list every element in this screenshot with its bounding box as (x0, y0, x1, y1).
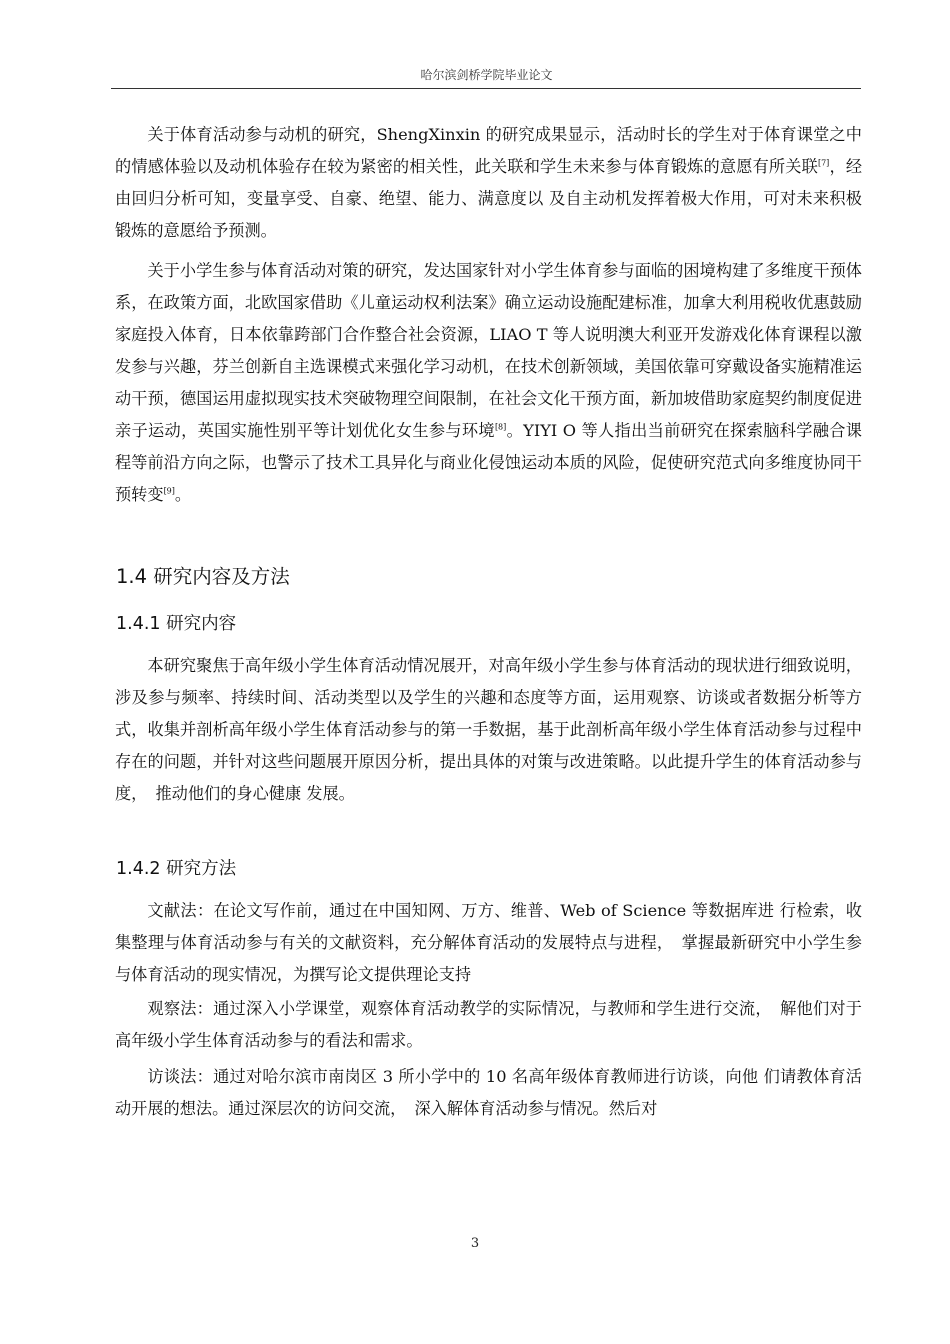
paragraph-motivation-research: 关于体育活动参与动机的研究，ShengXinxin 的研究成果显示，活动时长的学生对于体育课堂之中的情感体验以及动机体验存在较为紧密的相关性，此关联和学生未来参与体育锻炼的意愿有所关联[7]，经由回归分析可知，变量享受、自豪、绝望、能力、满意度以 及自主动机发挥着极大作用，可对未来积极锻炼的意愿给予预测。 (115, 125, 863, 240)
paragraph-interview-method: 访谈法：通过对哈尔滨市南岗区 3 所小学中的 10 名高年级体育教师进行访谈，向他 们请教体育活动开展的想法。通过深层次的访问交流， 深入解体育活动参与情况。然后对 (115, 1067, 862, 1118)
subsection-heading-1-4-2: 1.4.2 研究方法 (116, 859, 237, 879)
paragraph-countermeasure-research: 关于小学生参与体育活动对策的研究，发达国家针对小学生体育参与面临的困境构建了多维度干预体系，在政策方面，北欧国家借助《儿童运动权利法案》确立运动设施配建标准，加拿大利用税收优惠鼓励家庭投入体育，日本依靠跨部门合作整合社会资源，LIAO T 等人说明澳大利亚开发游戏化体育课程以激发参与兴趣，芬兰创新自主选课模式来强化学习动机，在技术创新领域，美国依靠可穿戴设备实施精准运动干预，德国运用虚拟现实技术突破物理空间限制，在社会文化干预方面，新加坡借助家庭契约制度促进亲子运动，英国实施性别平等计划优化女生参与环境[8]。YIYI O 等人指出当前研究在探索脑科学融合课程等前沿方向之际，也警示了技术工具异化与商业化侵蚀运动本质的风险，促使研究范式向多维度协同干预转变[9]。 (115, 261, 862, 504)
citation-8: [8] (494, 422, 507, 432)
page-header-title: 哈尔滨剑桥学院毕业论文 (420, 68, 553, 82)
paragraph-research-content: 本研究聚焦于高年级小学生体育活动情况展开，对高年级小学生参与体育活动的现状进行细致说明，涉及参与频率、持续时间、活动类型以及学生的兴趣和态度等方面，运用观察、访谈或者数据分析等方式，收集并剖析高年级小学生体育活动参与的第一手数据，基于此剖析高年级小学生体育活动参与过程中存在的问题，并针对这些问题展开原因分析，提出具体的对策与改进策略。以此提升学生的体育活动参与度， 推动他们的身心健康 发展。 (115, 656, 862, 803)
page-number: 3 (470, 1236, 480, 1251)
citation-7: [7] (817, 158, 830, 168)
paragraph-literature-method: 文献法：在论文写作前，通过在中国知网、万方、维普、Web of Science 等数据库进 行检索，收集整理与体育活动参与有关的文献资料，充分解体育活动的发展特点与进程， 掌握最新研究中小学生参与体育活动的现实情况，为撰写论文提供理论支持 (115, 901, 862, 984)
subsection-heading-1-4-1: 1.4.1 研究内容 (116, 614, 237, 634)
header-divider (111, 88, 861, 89)
paragraph-observation-method: 观察法：通过深入小学课堂，观察体育活动教学的实际情况，与教师和学生进行交流， 解他们对于高年级小学生体育活动参与的看法和需求。 (115, 999, 862, 1050)
section-heading-1-4: 1.4 研究内容及方法 (116, 565, 290, 588)
citation-9: [9] (163, 486, 175, 496)
